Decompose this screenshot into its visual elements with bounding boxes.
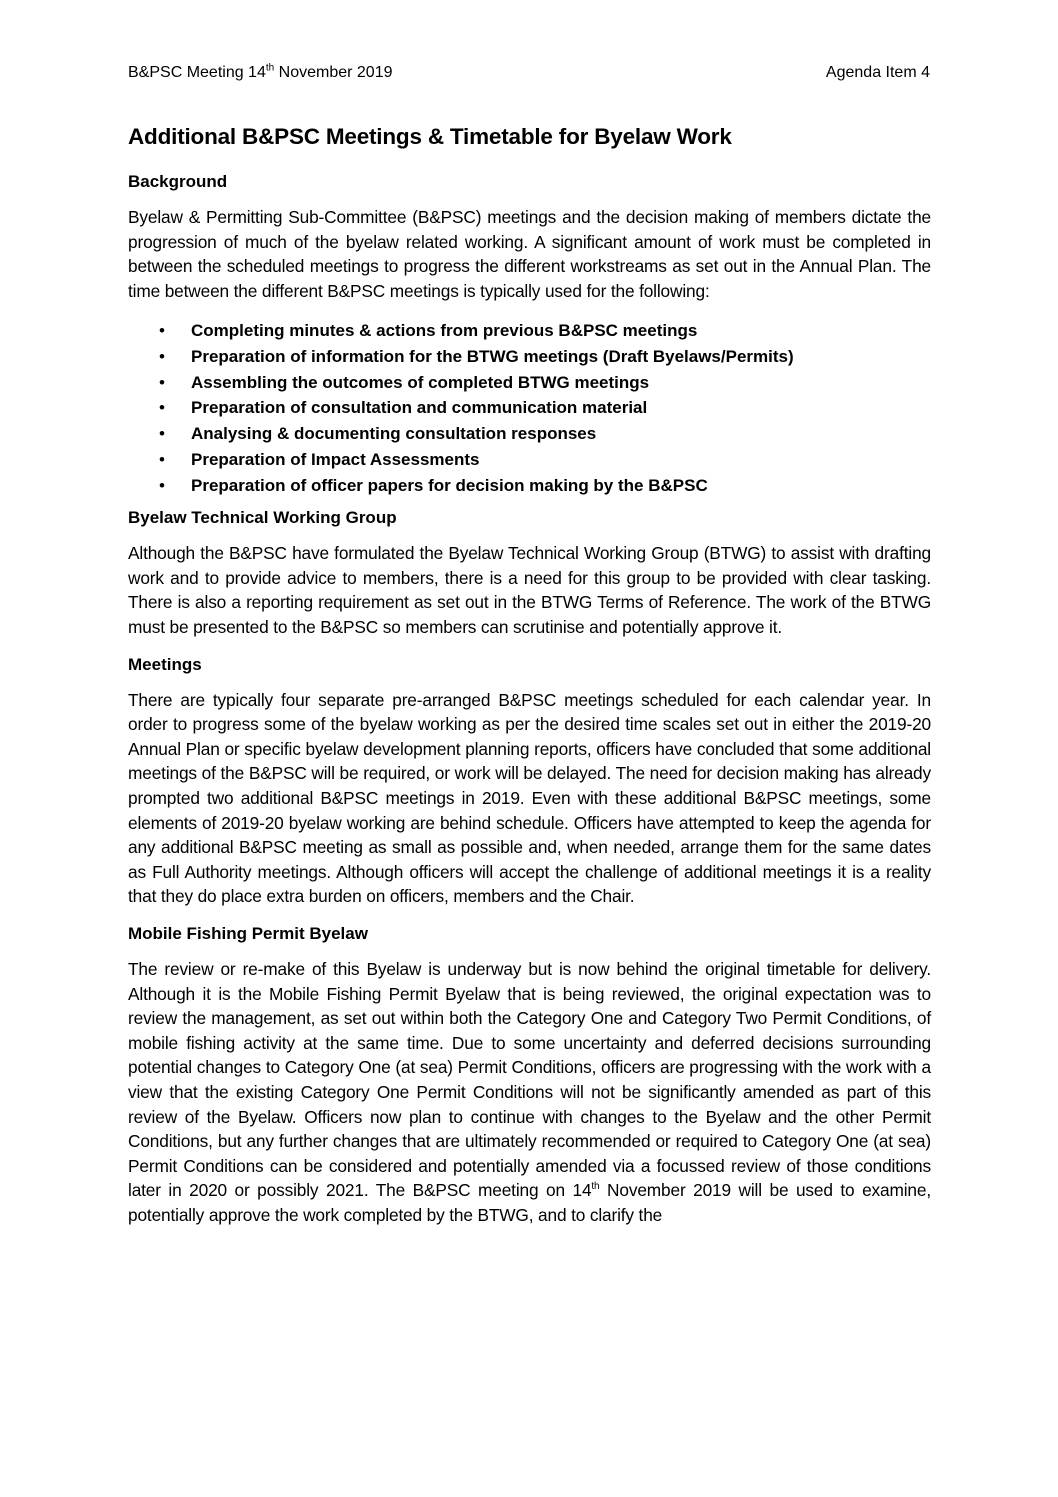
list-item: • Preparation of Impact Assessments (128, 447, 931, 473)
page-header (128, 64, 930, 88)
bullet-icon: • (159, 449, 165, 469)
list-item: • Preparation of officer papers for decision making by the B&PSC (128, 473, 931, 499)
section-heading-btwg: Byelaw Technical Working Group (128, 508, 397, 528)
header-meeting-date: B&PSC Meeting 14th November 2019 (128, 62, 393, 81)
bullet-icon: • (159, 475, 165, 495)
section-heading-mobile-fishing: Mobile Fishing Permit Byelaw (128, 924, 368, 944)
list-item: • Preparation of consultation and communication material (128, 395, 931, 421)
bullet-icon: • (159, 398, 165, 418)
mobile-fishing-paragraph: The review or re-make of this Byelaw is underway but is now behind the original timetable for delivery. Although it is the Mobile Fishing Permit Byelaw that is being reviewed, the original expectation was to review the management, as set out within both the Category One and Category Two Permit Conditions, of mobile fishing activity at the same time. Due to some uncertainty and deferred decisions surrounding potential changes to Category One (at sea) Permit Conditions, officers are progressing with the work with a view that the existing Category One Permit Conditions will not be significantly amended as part of this review of the Byelaw. Officers now plan to continue with changes to the Byelaw and the other Permit Conditions, but any further changes that are ultimately recommended or required to Category One (at sea) Permit Conditions can be considered and potentially amended via a focussed review of those conditions later in 2020 or possibly 2021. The B&PSC meeting on 14th November 2019 will be used to examine, potentially approve the work completed by the BTWG, and to clarify the (128, 959, 931, 1225)
background-paragraph: Byelaw & Permitting Sub-Committee (B&PSC) meetings and the decision making of members dictate the progression of much of the byelaw related working. A significant amount of work must be completed in between the scheduled meetings to progress the different workstreams as set out in the Annual Plan. The time between the different B&PSC meetings is typically used for the following: (128, 207, 931, 301)
btwg-paragraph: Although the B&PSC have formulated the Byelaw Technical Working Group (BTWG) to assist with drafting work and to provide advice to members, there is a need for this group to be provided with clear tasking. There is also a reporting requirement as set out in the BTWG Terms of Reference. The work of the BTWG must be presented to the B&PSC so members can scrutinise and potentially approve it. (128, 543, 931, 638)
list-item: • Preparation of information for the BTWG meetings (Draft Byelaws/Permits) (128, 344, 931, 370)
list-item: • Assembling the outcomes of completed BTWG meetings (128, 370, 931, 396)
bullet-icon: • (159, 321, 165, 341)
bullet-icon: • (159, 372, 165, 392)
list-item: • Analysing & documenting consultation responses (128, 421, 931, 447)
meetings-paragraph: There are typically four separate pre-arranged B&PSC meetings scheduled for each calendar year. In order to progress some of the byelaw working as per the desired time scales set out in either the 2019-20 Annual Plan or specific byelaw development planning reports, officers have concluded that some additional meetings of the B&PSC will be required, or work will be delayed. The need for decision making has already prompted two additional B&PSC meetings in 2019. Even with these additional B&PSC meetings, some elements of 2019-20 byelaw working are behind schedule. Officers have attempted to keep the agenda for any additional B&PSC meeting as small as possible and, when needed, arrange them for the same dates as Full Authority meetings. Although officers will accept the challenge of additional meetings it is a reality that they do place extra burden on officers, members and the Chair. (128, 689, 931, 907)
tasks-list (128, 318, 931, 498)
document-body (128, 124, 931, 1243)
bullet-icon: • (159, 424, 165, 444)
bullet-icon: • (159, 347, 165, 367)
section-heading-background: Background (128, 172, 228, 191)
section-heading-meetings: Meetings (128, 654, 202, 674)
header-agenda-item: Agenda Item 4 (825, 64, 930, 81)
list-item: • Completing minutes & actions from previous B&PSC meetings (128, 318, 931, 344)
document-title: Additional B&PSC Meetings & Timetable for Byelaw Work (128, 124, 732, 149)
